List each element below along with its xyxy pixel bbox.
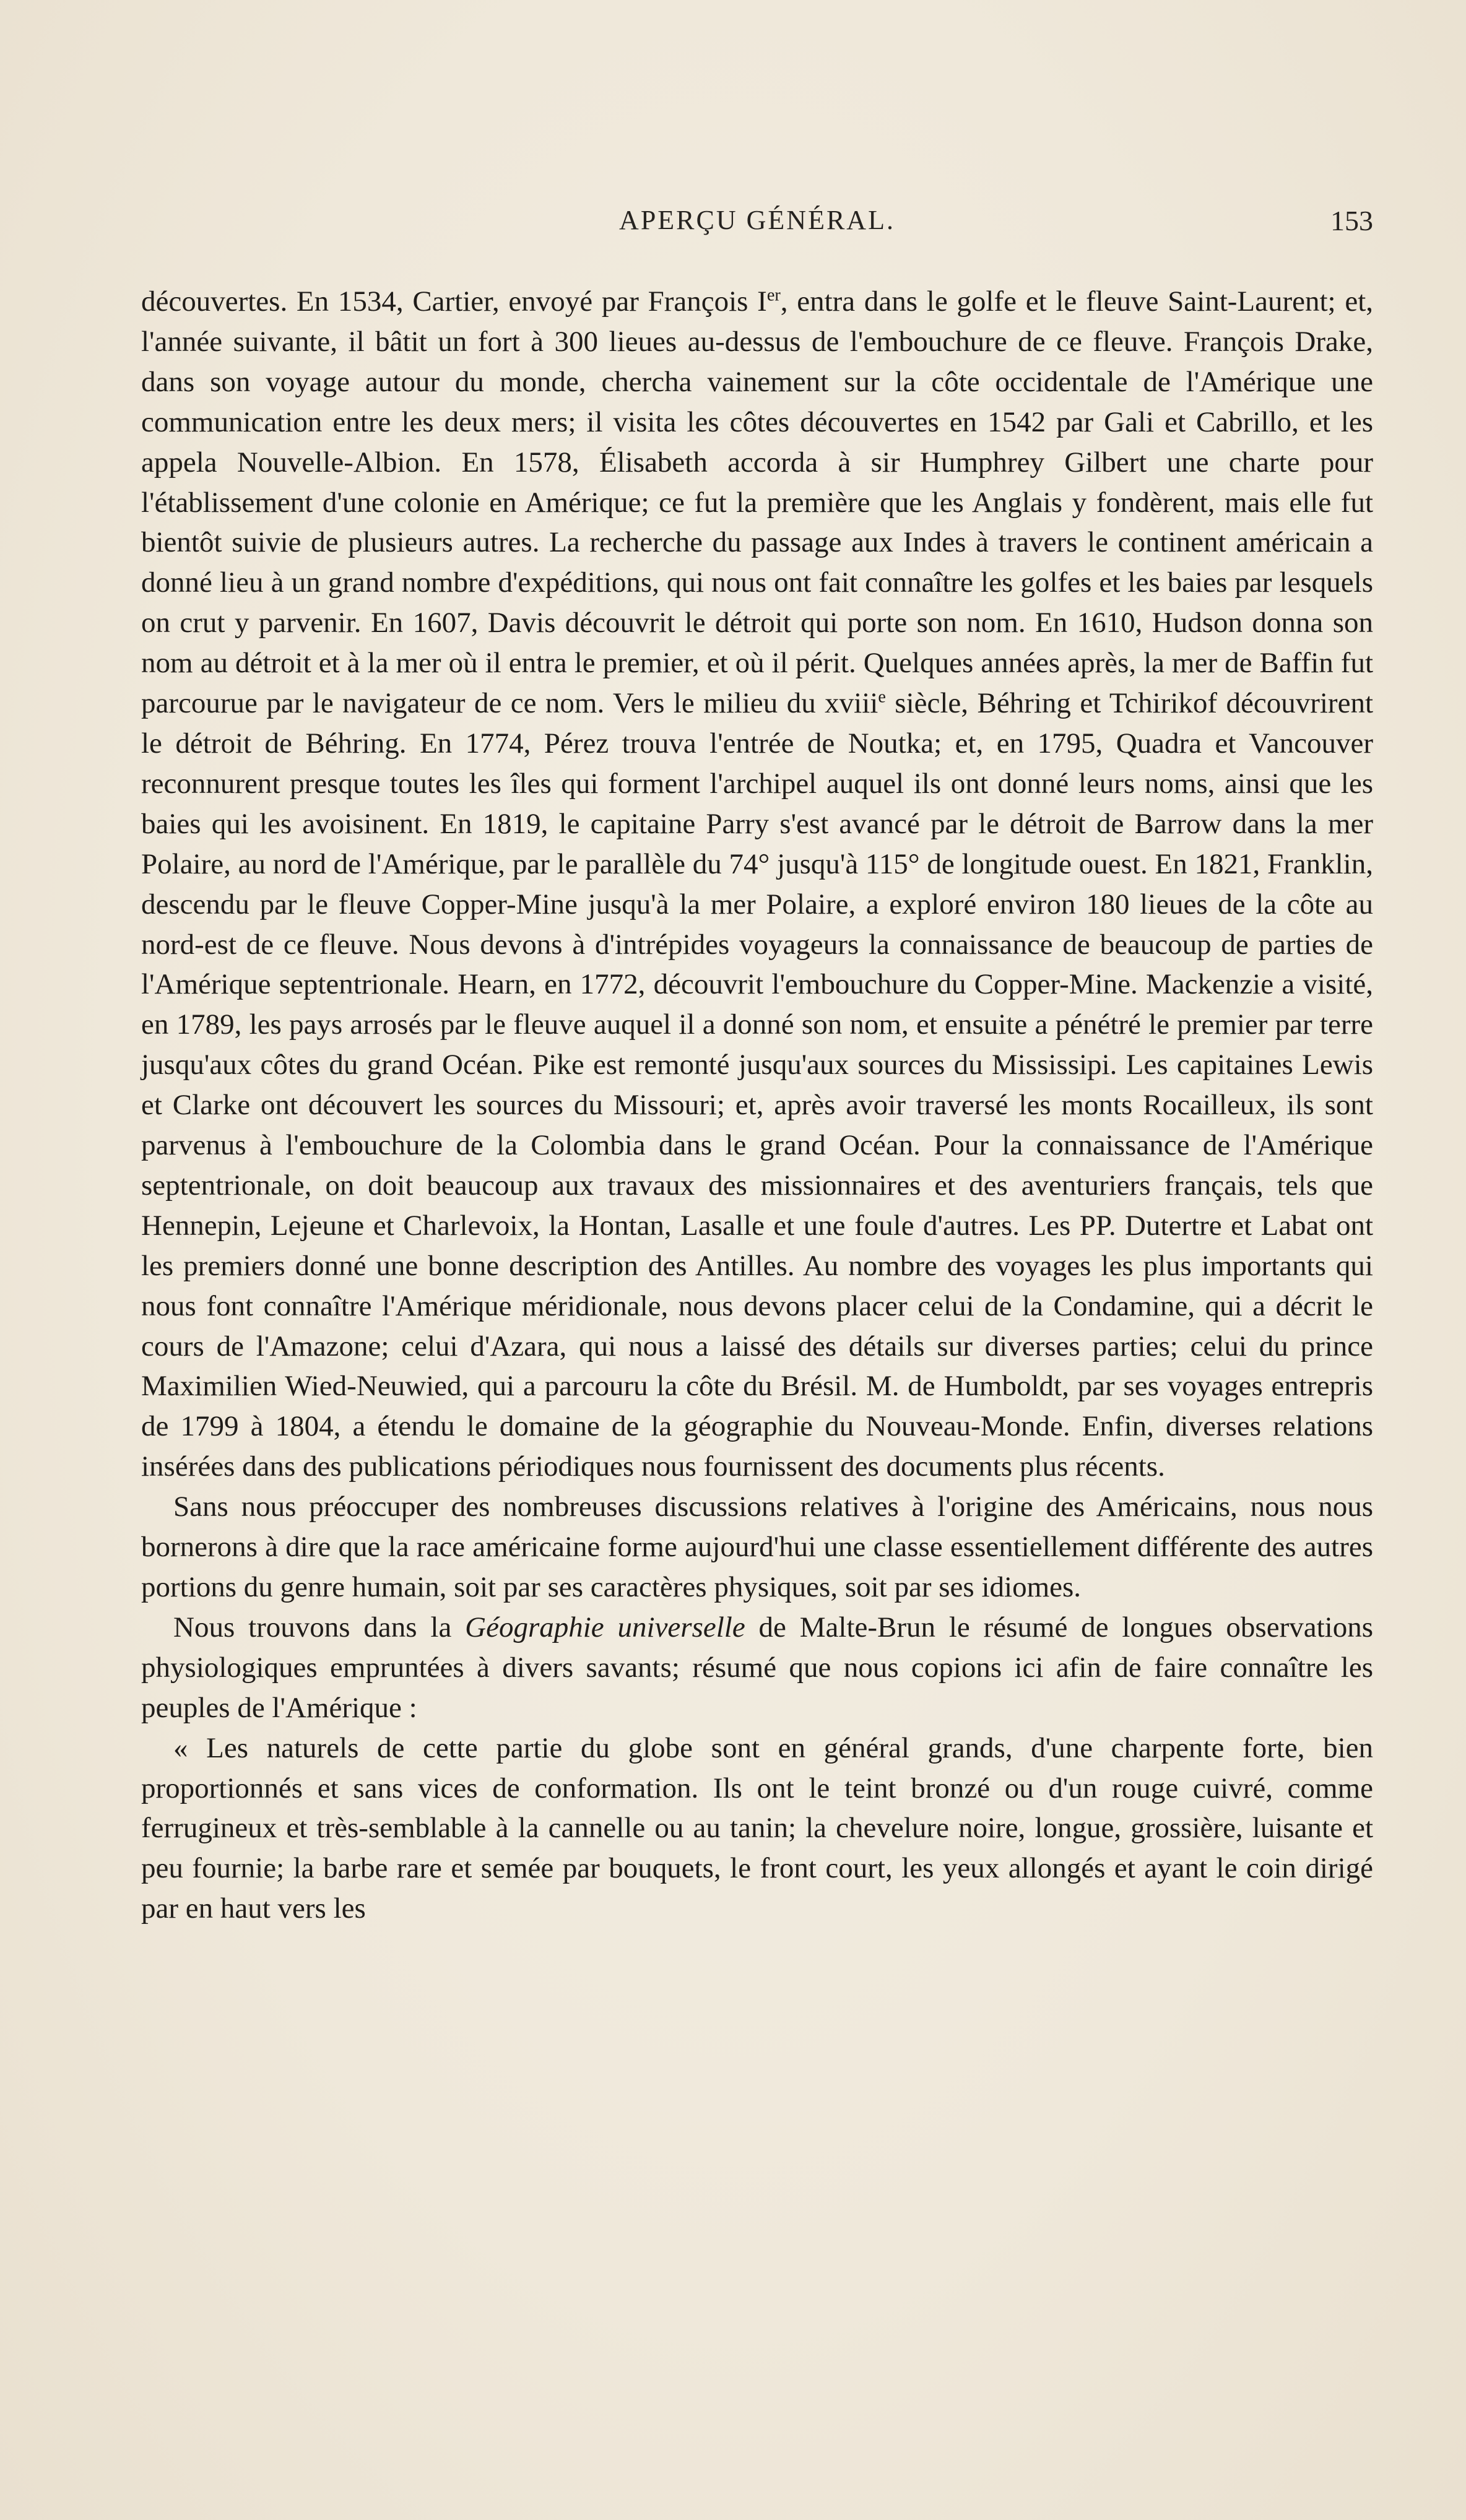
- running-title: APERÇU GÉNÉRAL.: [619, 205, 895, 235]
- page-number: 153: [1330, 205, 1373, 236]
- paragraph-quotation: « Les naturels de cette partie du globe sont en général grands, d'une charpente forte, bien proportionnés et sans vices de conformation. Ils ont le teint bronzé ou d'un rouge cuivré, comme ferrugineux et très-semblable à la cannelle ou au tanin; la chevelure noire, longue, grossière, luisante et peu fournie; la barbe rare et semée par bouquets, le front court, les yeux allongés et ayant le coin dirigé par en haut vers les: [141, 1731, 1373, 1925]
- paragraph-malte-brun: [141, 1608, 1373, 1728]
- paragraph-origins: Sans nous préoccuper des nombreuses discussions relatives à l'origine des Américains, nous nous bornerons à dire que la race américaine forme aujourd'hui une classe essentiellement différente des autres portions du genre humain, soit par ses caractères physiques, soit par ses idiomes.: [141, 1491, 1373, 1603]
- paragraph-3-text-a: Nous trouvons dans la: [173, 1611, 466, 1643]
- page-header: [141, 204, 1373, 248]
- paragraph-3-text-b: de Malte-Brun le résumé de longues observations physiologiques empruntées à divers savants; résumé que nous copions ici afin de faire connaître les peuples de l'Amérique :: [141, 1611, 1374, 1724]
- paragraph-1-text-a: découvertes. En 1534, Cartier, envoyé par François I: [141, 285, 767, 318]
- book-title-italic: Géographie universelle: [465, 1611, 745, 1643]
- paragraph-continued: [141, 282, 1373, 1487]
- superscript-e: e: [878, 687, 886, 707]
- paragraph-1-text-b: , entra dans le golfe et le fleuve Saint-Laurent; et, l'année suivante, il bâtit un fort à 300 lieues au-dessus de l'embouchure de ce fleuve. François Drake, dans son voyage autour du monde, chercha vainement sur la côte occidentale de l'Amérique une communication entre les deux mers; il visita les côtes découvertes en 1542 par Gali et Cabrillo, et les appela Nouvelle-Albion. En 1578, Élisabeth accorda à sir Humphrey Gilbert une charte pour l'établissement d'une colonie en Amérique; ce fut la première que les Anglais y fondèrent, mais elle fut bientôt suivie de plusieurs autres. La recherche du passage aux Indes à travers le continent américain a donné lieu à un grand nombre d'expéditions, qui nous ont fait connaître les golfes et les baies par lesquels on crut y parvenir. En 1607, Davis découvrit le détroit qui porte son nom. En 1610, Hudson donna son nom au détroit et à la mer où il entra le premier, et où il périt. Quelques années après, la mer de Baffin fut parcourue par le navigateur de ce nom. Vers le milieu du xviii: [141, 285, 1373, 720]
- paragraph-1-text-c: siècle, Béhring et Tchirikof découvrirent le détroit de Béhring. En 1774, Pérez trouva l'entrée de Noutka; et, en 1795, Quadra et Vancouver reconnurent presque toutes les îles qui forment l'archipel auquel ils ont donné leurs noms, ainsi que les baies qui les avoisinent. En 1819, le capitaine Parry s'est avancé par le détroit de Barrow dans la mer Polaire, au nord de l'Amérique, par le parallèle du 74° jusqu'à 115° de longitude ouest. En 1821, Franklin, descendu par le fleuve Copper-Mine jusqu'à la mer Polaire, a exploré environ 180 lieues de la côte au nord-est de ce fleuve. Nous devons à d'intrépides voyageurs la connaissance de beaucoup de parties de l'Amérique septentrionale. Hearn, en 1772, découvrit l'embouchure du Copper-Mine. Mackenzie a visité, en 1789, les pays arrosés par le fleuve auquel il a donné son nom, et ensuite a pénétré le premier par terre jusqu'aux côtes du grand Océan. Pike est remonté jusqu'aux sources du Mississipi. Les capitaines Lewis et Clarke ont découvert les sources du Missouri; et, après avoir traversé les monts Rocailleux, ils sont parvenus à l'embouchure de la Colombia dans le grand Océan. Pour la connaissance de l'Amérique septentrionale, on doit beaucoup aux travaux des missionnaires et des aventuriers français, tels que Hennepin, Lejeune et Charlevoix, la Hontan, Lasalle et une foule d'autres. Les PP. Dutertre et Labat ont les premiers donné une bonne description des Antilles. Au nombre des voyages les plus importants qui nous font connaître l'Amérique méridionale, nous devons placer celui de la Condamine, qui a décrit le cours de l'Amazone; celui d'Azara, qui nous a laissé des détails sur diverses parties; celui du prince Maximilien Wied-Neuwied, qui a parcouru la côte du Brésil. M. de Humboldt, par ses voyages entrepris de 1799 à 1804, a étendu le domaine de la géographie du Nouveau-Monde. Enfin, diverses relations insérées dans des publications périodiques nous fournissent des documents plus récents.: [141, 687, 1374, 1483]
- body-text: [141, 282, 1373, 1929]
- superscript-er: er: [766, 285, 781, 305]
